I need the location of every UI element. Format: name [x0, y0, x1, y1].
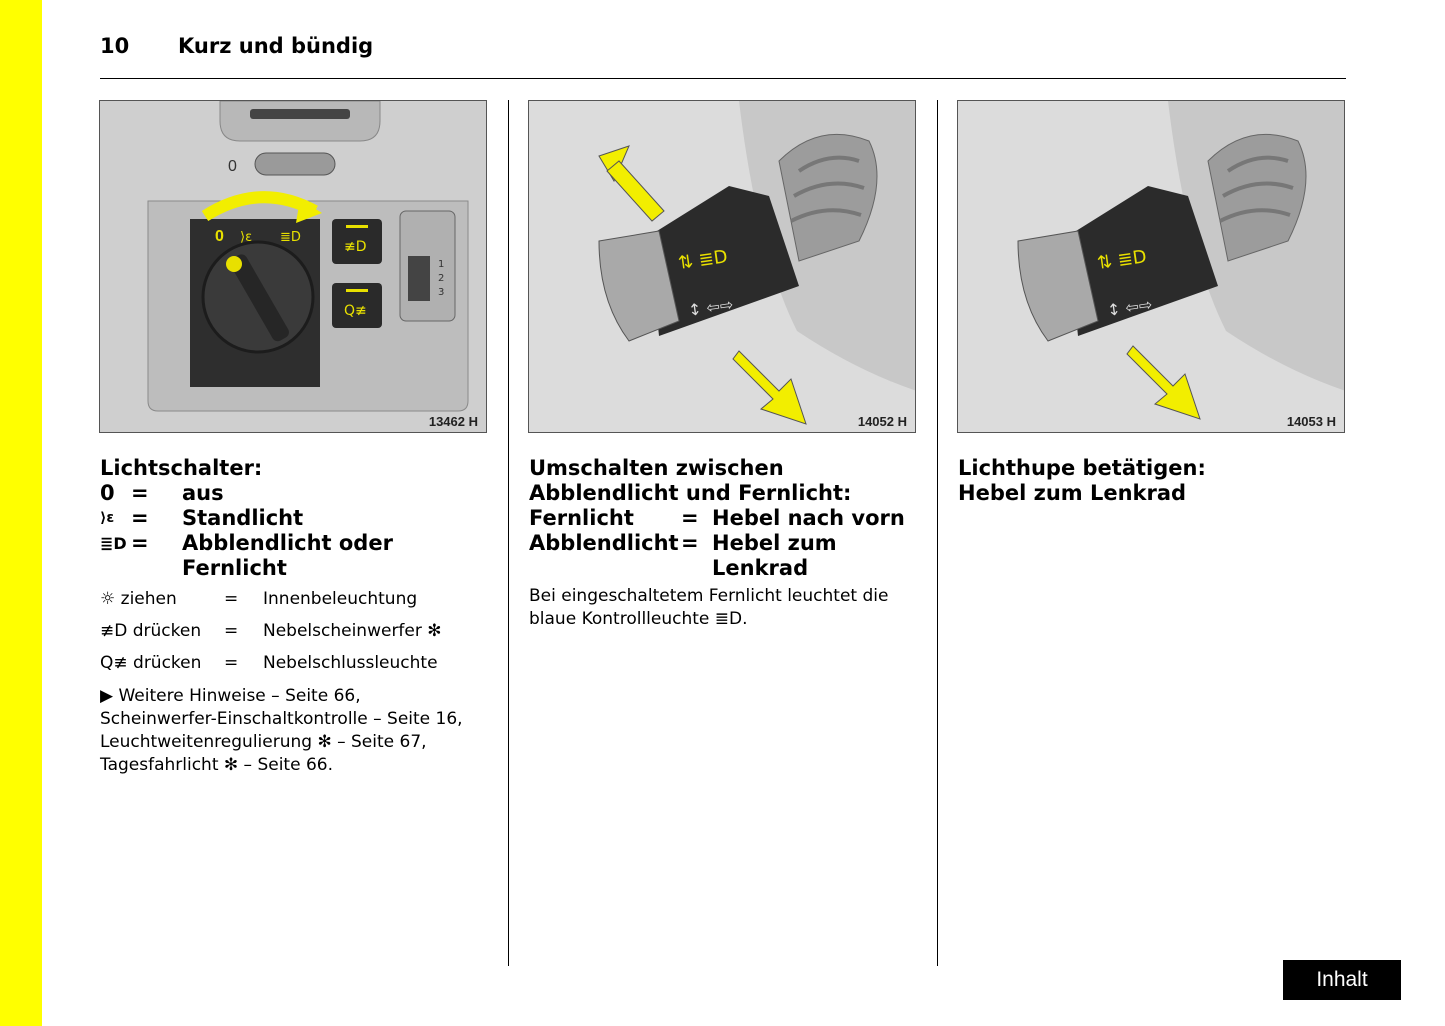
range-label-1: 1 — [438, 259, 445, 270]
note-line: Leuchtweitenregulierung ✻ – Seite 67, — [100, 732, 427, 752]
switch-row — [100, 615, 490, 647]
page-number: 10 — [100, 34, 130, 58]
svg-text:↕ ⇦⇨: ↕ ⇦⇨ — [1105, 294, 1154, 320]
heading-line: Abblendlicht und Fernlicht: — [529, 481, 852, 505]
definition-equals: = — [681, 531, 699, 555]
beam-definitions — [529, 506, 919, 581]
further-notes — [100, 685, 490, 777]
switch-result: Nebelschlussleuchte — [263, 653, 438, 673]
column-divider — [508, 100, 509, 966]
definition-equals: = — [131, 481, 149, 505]
page-title: Kurz und bündig — [178, 34, 374, 58]
figure-flash-switch — [957, 100, 1345, 433]
svg-text:↕ ⇦⇨: ↕ ⇦⇨ — [686, 294, 735, 320]
switch-action: ziehen — [120, 589, 177, 609]
column-beam-switch — [529, 456, 919, 631]
thumbwheel-zero-label: 0 — [228, 158, 237, 175]
figure-number: 14053 H — [1286, 414, 1336, 429]
high-beam-note — [529, 585, 919, 631]
definition-row — [529, 506, 919, 531]
definition-row — [100, 506, 490, 531]
definition-row — [100, 556, 490, 581]
note-line: blaue Kontrollleuchte ≣D. — [529, 609, 748, 629]
svg-text:⇅ ≣D: ⇅ ≣D — [676, 246, 729, 274]
figure-high-beam-switch — [528, 100, 916, 433]
switch-action: drücken — [132, 621, 202, 641]
note-line: ▶ Weitere Hinweise – Seite 66, — [100, 686, 361, 706]
heading-line: Lichthupe betätigen: — [958, 456, 1206, 480]
definition-row — [100, 481, 490, 506]
header-divider — [100, 78, 1346, 79]
note-line: Scheinwerfer-Einschaltkontrolle – Seite 16, — [100, 709, 463, 729]
rear-fog-light-icon: Q≢ — [100, 653, 128, 673]
definition-value: Hebel zum — [712, 531, 837, 555]
column-divider — [937, 100, 938, 966]
light-switch-heading: Lichtschalter: — [100, 456, 263, 480]
definition-value: Hebel nach vorn — [712, 506, 905, 530]
range-label-3: 3 — [438, 287, 445, 298]
stalk-illustration-flash — [958, 101, 1345, 433]
stalk-illustration-switch — [529, 101, 916, 433]
switch-row — [100, 583, 490, 615]
definition-row — [529, 531, 919, 556]
low-beam-icon: ≣D — [100, 534, 127, 553]
figure-number: 14052 H — [857, 414, 907, 429]
definition-value: aus — [182, 481, 224, 505]
definition-key — [529, 556, 681, 581]
switch-equals: = — [224, 589, 239, 609]
svg-text:⇅ ≣D: ⇅ ≣D — [1095, 246, 1148, 274]
definition-value: Lenkrad — [712, 556, 809, 580]
column-headlight-flash — [958, 456, 1348, 506]
definition-key — [100, 556, 131, 581]
switch-result: Nebelscheinwerfer ✻ — [263, 621, 442, 641]
light-switch-definitions — [100, 481, 490, 581]
svg-text:Q≢: Q≢ — [344, 303, 367, 319]
note-line: Bei eingeschaltetem Fernlicht leuchtet die — [529, 586, 889, 606]
interior-light-icon: ☼ — [100, 589, 116, 609]
range-label-2: 2 — [438, 273, 445, 284]
definition-value: Standlicht — [182, 506, 304, 530]
definition-row — [100, 531, 490, 556]
switch-action: drücken — [133, 653, 202, 673]
svg-text:≣D: ≣D — [280, 230, 301, 245]
front-fog-light-icon: ≢D — [100, 621, 128, 641]
yellow-edge-bar — [0, 0, 42, 1026]
switch-list — [100, 583, 490, 679]
definition-key: 0 — [100, 481, 115, 505]
definition-key: Fernlicht — [529, 506, 634, 530]
switch-row — [100, 647, 490, 679]
contents-button[interactable]: Inhalt — [1281, 958, 1403, 1002]
definition-equals: = — [681, 506, 699, 530]
definition-value: Fernlicht — [182, 556, 287, 580]
heading-line: Hebel zum Lenkrad — [958, 481, 1187, 505]
headlight-flash-heading — [958, 456, 1348, 506]
figure-number: 13462 H — [428, 414, 478, 429]
light-switch-illustration — [100, 101, 487, 433]
switch-equals: = — [224, 621, 239, 641]
definition-value: Abblendlicht oder — [182, 531, 393, 555]
figure-light-switch — [99, 100, 487, 433]
definition-equals: = — [131, 506, 149, 530]
heading-line: Umschalten zwischen — [529, 456, 784, 480]
definition-key: Abblendlicht — [529, 531, 679, 555]
switch-result: Innenbeleuchtung — [263, 589, 418, 609]
switch-equals: = — [224, 653, 239, 673]
dial-zero-label: 0 — [215, 228, 224, 245]
definition-equals — [681, 556, 712, 581]
beam-switch-heading — [529, 456, 919, 506]
svg-text:⟩ε: ⟩ε — [240, 230, 253, 245]
svg-text:≢D: ≢D — [344, 239, 367, 255]
note-line: Tagesfahrlicht ✻ – Seite 66. — [100, 755, 333, 775]
parking-light-icon: ⟩ε — [100, 510, 115, 526]
definition-row — [529, 556, 919, 581]
definition-equals — [131, 556, 182, 581]
column-light-switch — [100, 456, 490, 777]
definition-equals: = — [131, 531, 149, 555]
